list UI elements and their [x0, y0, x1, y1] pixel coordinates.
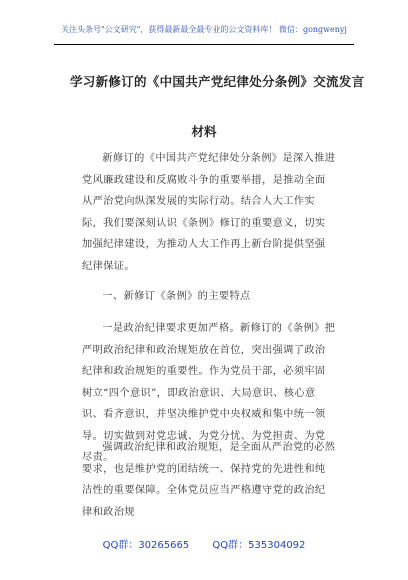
header-note: 关注头条号"公文研究"，获得最新最全最专业的公文资料库！ 微信：gongwenyj	[61, 25, 347, 34]
intro-paragraph	[82, 148, 336, 277]
footer-contact	[0, 536, 408, 551]
document-title-continued: 材料	[191, 124, 217, 139]
section-heading: 一、新修订《条例》的主要特点	[102, 291, 251, 302]
paragraph-text: 一是政治纪律要求更加严格。新修订的《条例》把严明政治纪律和政治规矩放在首位，突出强调了政治纪律和政治规矩的重要性。作为党员干部，必须牢固树立“四个意识”，即政治意识、大局意识、核心意识、看齐意识，并坚决维护党中央权威和集中统一领导。切实做到对党忠诚、为党分忧、为党担责、为党尽责。	[82, 323, 336, 463]
paragraph-text: 强调政治纪律和政治规矩，是全面从严治党的必然要求，也是维护党的团结统一、保持党的先进性和纯洁性的重要保障。全体党员应当严格遵守党的政治纪律和政治规	[82, 442, 336, 518]
intro-text: 新修订的《中国共产党纪律处分条例》是深入推进党风廉政建设和反腐败斗争的重要举措，是推动全面从严治党向纵深发展的实际行动。结合人大工作实际，我们要深刻认识《条例》修订的重要意义，切实加强纪律建设，为推动人大工作再上新台阶提供坚强纪律保证。	[82, 153, 336, 272]
document-title: 学习新修订的《中国共产党纪律处分条例》交流发言	[70, 74, 365, 89]
qq-group-2: QQ群：535304092	[212, 540, 306, 551]
header-divider	[54, 44, 354, 45]
section-paragraph	[82, 437, 336, 523]
qq-group-1: QQ群：30265665	[102, 540, 190, 551]
